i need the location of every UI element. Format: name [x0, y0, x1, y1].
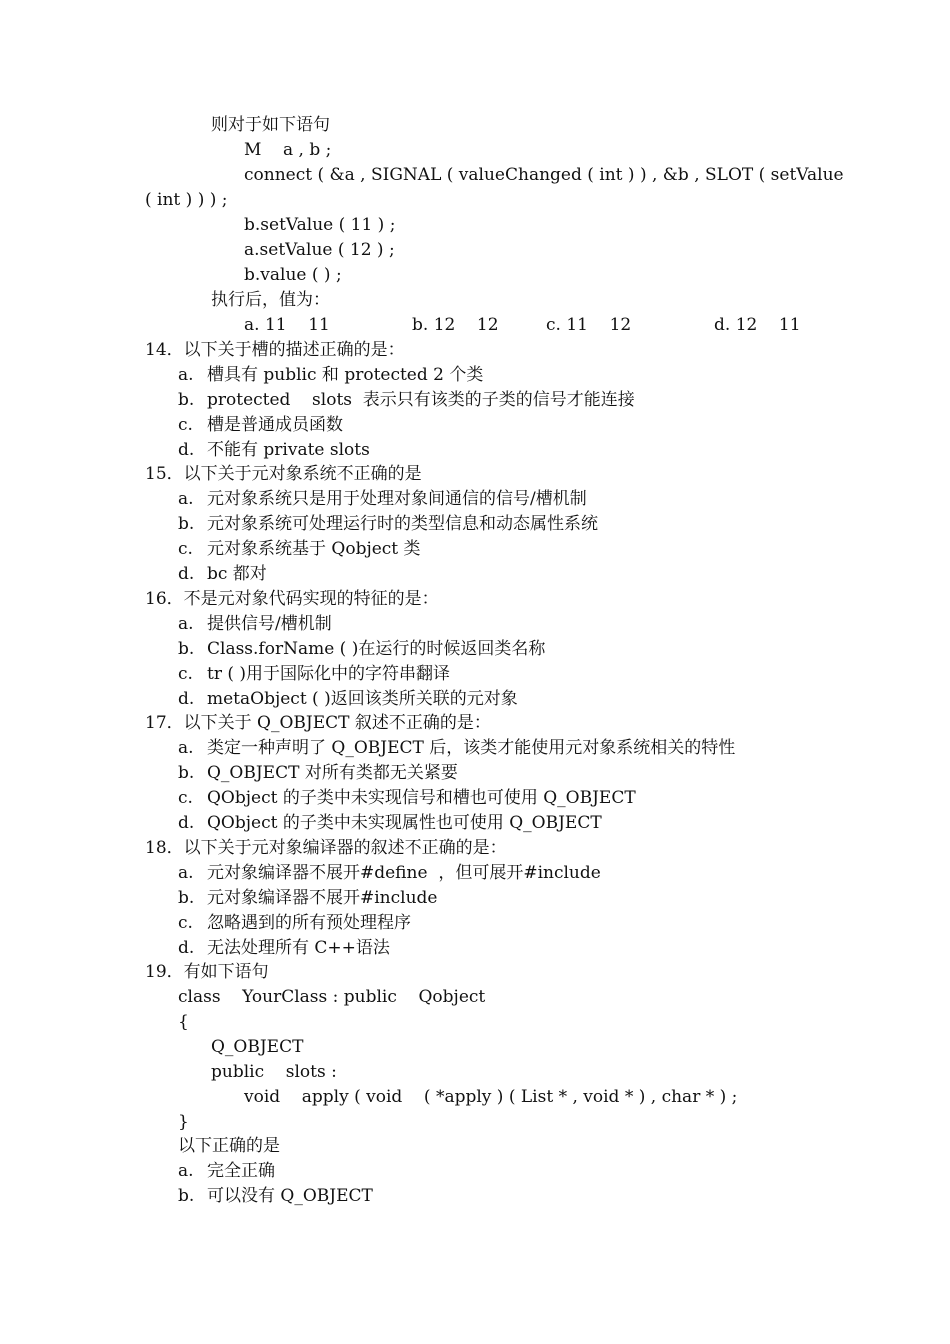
option-line: [178, 487, 587, 512]
option-text: 不能有 private slots: [207, 440, 370, 460]
option-line: [178, 936, 390, 961]
option-line: [178, 687, 518, 712]
option-line: [178, 438, 370, 463]
option-label: a.: [178, 1161, 194, 1181]
option-line: [178, 562, 267, 587]
code-line: b.value ( ) ;: [244, 265, 342, 285]
code-line: }: [178, 1112, 189, 1132]
option-text: 槽具有 public 和 protected 2 个类: [207, 365, 484, 385]
option-label: d.: [178, 440, 195, 460]
option-label: b.: [178, 514, 195, 534]
option-label: a.: [178, 738, 194, 758]
question-stem: 14．以下关于槽的描述正确的是：: [145, 340, 405, 360]
code-line: b.setValue ( 11 ) ;: [244, 215, 396, 235]
option-line: [178, 861, 601, 886]
option-line: [178, 662, 450, 687]
option-label: c.: [178, 788, 193, 808]
option-line: [178, 811, 602, 836]
option-line: [178, 736, 735, 761]
option-text: QObject 的子类中未实现信号和槽也可使用 Q_OBJECT: [207, 788, 636, 808]
option-line: [178, 1159, 275, 1184]
option-label: a.: [178, 863, 194, 883]
answer-option: a. 11 11: [244, 315, 330, 335]
option-text: QObject 的子类中未实现属性也可使用 Q_OBJECT: [207, 813, 602, 833]
option-text: 元对象系统基于 Qobject 类: [207, 539, 421, 559]
option-line: [178, 1184, 373, 1209]
option-label: a.: [178, 489, 194, 509]
option-label: c.: [178, 415, 193, 435]
option-label: d.: [178, 564, 195, 584]
option-text: 元对象编译器不展开#define ，但可展开#include: [207, 863, 601, 883]
option-label: b.: [178, 1186, 195, 1206]
intro-text: 执行后，值为：: [211, 290, 330, 310]
code-line: connect ( &a , SIGNAL ( valueChanged ( int ) ) , &b , SLOT ( setValue: [244, 165, 844, 185]
code-line: {: [178, 1012, 189, 1032]
answer-option: c. 11 12: [546, 315, 632, 335]
option-text: 元对象编译器不展开#include: [207, 888, 438, 908]
code-line: Q_OBJECT: [211, 1037, 304, 1057]
code-line: M a , b ;: [244, 140, 332, 160]
option-label: d.: [178, 938, 195, 958]
option-text: 槽是普通成员函数: [207, 415, 343, 435]
option-line: [178, 911, 411, 936]
question-stem: 17．以下关于 Q_OBJECT 叙述不正确的是：: [145, 713, 491, 733]
option-text: 可以没有 Q_OBJECT: [207, 1186, 373, 1206]
option-label: b.: [178, 763, 195, 783]
option-line: [178, 637, 545, 662]
option-text: Class.forName ( )在运行的时候返回类名称: [207, 639, 546, 659]
option-text: protected slots 表示只有该类的子类的信号才能连接: [207, 390, 635, 410]
option-text: tr ( )用于国际化中的字符串翻译: [207, 664, 451, 684]
option-text: 提供信号/槽机制: [207, 614, 332, 634]
option-label: a.: [178, 365, 194, 385]
option-line: [178, 886, 437, 911]
option-line: [178, 363, 483, 388]
option-text: metaObject ( )返回该类所关联的元对象: [207, 689, 518, 709]
option-label: b.: [178, 390, 195, 410]
option-label: d.: [178, 813, 195, 833]
question-stem: 18．以下关于元对象编译器的叙述不正确的是：: [145, 838, 507, 858]
answer-option: d. 12 11: [714, 315, 801, 335]
option-text: 完全正确: [207, 1161, 275, 1181]
option-text: 类定一种声明了 Q_OBJECT 后，该类才能使用元对象系统相关的特性: [207, 738, 736, 758]
option-label: c.: [178, 664, 193, 684]
option-line: [178, 413, 343, 438]
option-line: [178, 388, 635, 413]
option-text: Q_OBJECT 对所有类都无关紧要: [207, 763, 458, 783]
option-line: [178, 512, 598, 537]
option-line: [178, 537, 421, 562]
option-line: [178, 612, 332, 637]
option-line: [178, 786, 636, 811]
option-text: 元对象系统可处理运行时的类型信息和动态属性系统: [207, 514, 598, 534]
code-line: class YourClass : public Qobject: [178, 987, 486, 1007]
code-line: a.setValue ( 12 ) ;: [244, 240, 395, 260]
option-label: c.: [178, 913, 193, 933]
question-prompt: 以下正确的是: [178, 1136, 280, 1156]
option-label: d.: [178, 689, 195, 709]
option-label: a.: [178, 614, 194, 634]
option-text: 忽略遇到的所有预处理程序: [207, 913, 411, 933]
option-label: b.: [178, 639, 195, 659]
option-text: bc 都对: [207, 564, 267, 584]
question-stem: 15．以下关于元对象系统不正确的是: [145, 464, 422, 484]
option-text: 元对象系统只是用于处理对象间通信的信号/槽机制: [207, 489, 587, 509]
option-label: b.: [178, 888, 195, 908]
question-stem: 19．有如下语句: [145, 962, 269, 982]
code-line: public slots :: [211, 1062, 337, 1082]
option-text: 无法处理所有 C++语法: [207, 938, 390, 958]
answer-options-row: [0, 313, 950, 338]
answer-option: b. 12 12: [412, 315, 499, 335]
option-line: [178, 761, 458, 786]
intro-text: 则对于如下语句: [211, 115, 330, 135]
option-label: c.: [178, 539, 193, 559]
question-stem: 16．不是元对象代码实现的特征的是：: [145, 589, 439, 609]
code-line: void apply ( void ( *apply ) ( List * , void * ) , char * ) ;: [244, 1087, 738, 1107]
code-line: ( int ) ) ) ;: [145, 190, 228, 210]
